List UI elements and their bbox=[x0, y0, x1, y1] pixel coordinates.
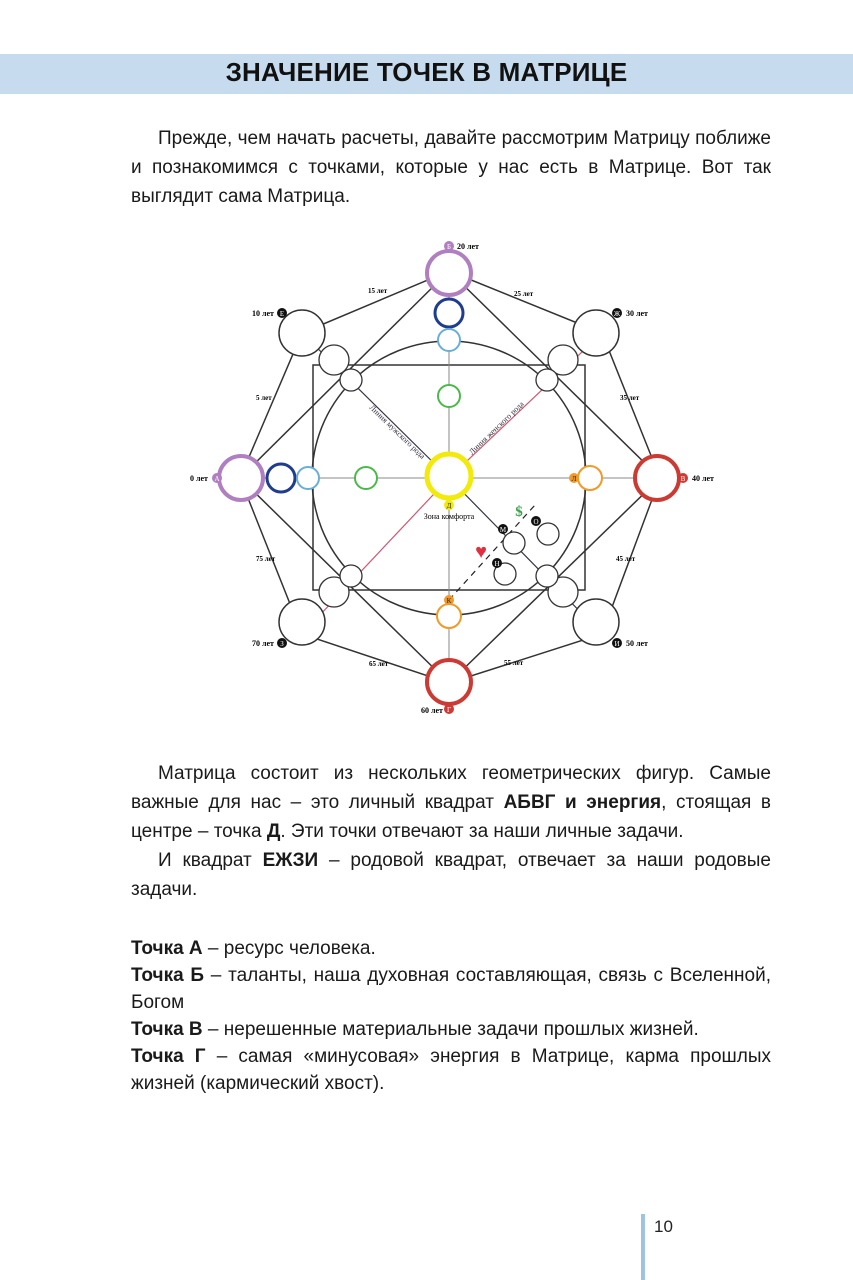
letter-k: К bbox=[446, 597, 452, 605]
matrix-diagram bbox=[185, 238, 725, 720]
point-v-circle bbox=[635, 456, 679, 500]
heart-icon: ♥ bbox=[475, 541, 487, 563]
page-number-bar bbox=[641, 1214, 645, 1280]
letter-n: Н bbox=[494, 560, 500, 568]
letter-l: Л bbox=[571, 475, 577, 483]
definition-point-v: Точка В – нерешенные материальные задачи прошлых жизней. bbox=[131, 1019, 699, 1040]
age-label-70: 70 лет bbox=[252, 639, 274, 648]
letter-a: А bbox=[214, 475, 220, 483]
page-title: ЗНАЧЕНИЕ ТОЧЕК В МАТРИЦЕ bbox=[225, 57, 628, 87]
corner-circle-zh bbox=[573, 310, 619, 356]
age-label-15: 15 лет bbox=[368, 287, 388, 295]
definition-point-b: Точка Б – таланты, наша духовная составляющая, связь с Вселенной, Богом bbox=[131, 965, 771, 1013]
inner-circle-7 bbox=[536, 565, 558, 587]
letter-e: Е bbox=[279, 310, 285, 318]
letter-v: В bbox=[680, 475, 686, 483]
age-label-60: 60 лет bbox=[421, 706, 443, 715]
letter-b: Б bbox=[446, 243, 452, 251]
points-definitions bbox=[131, 935, 771, 1097]
point-b-blue bbox=[438, 329, 460, 351]
page-number: 10 bbox=[654, 1217, 673, 1236]
point-g-circle bbox=[427, 660, 471, 704]
letter-z: З bbox=[280, 640, 284, 648]
age-label-0: 0 лет bbox=[190, 474, 208, 483]
point-a-blue bbox=[297, 467, 319, 489]
inner-circle-5 bbox=[340, 369, 362, 391]
point-a-green bbox=[355, 467, 377, 489]
age-label-75: 75 лет bbox=[256, 555, 276, 563]
age-label-5: 5 лет bbox=[256, 394, 272, 402]
definition-point-a: Точка А – ресурс человека. bbox=[131, 938, 376, 959]
point-b-navy bbox=[435, 299, 463, 327]
age-label-35: 35 лет bbox=[620, 394, 640, 402]
age-label-25: 25 лет bbox=[514, 290, 534, 298]
age-label-10: 10 лет bbox=[252, 309, 274, 318]
age-label-30: 30 лет bbox=[626, 309, 648, 318]
point-b-green bbox=[438, 385, 460, 407]
female-line-label: Линия женского рода bbox=[467, 399, 526, 457]
letter-m: М bbox=[499, 526, 507, 534]
point-d-circle bbox=[427, 454, 471, 498]
corner-circle-e bbox=[279, 310, 325, 356]
comfort-circle-1 bbox=[503, 532, 525, 554]
body-paragraph-2: И квадрат ЕЖЗИ – родовой квадрат, отвечает за наши родовые задачи. bbox=[131, 850, 771, 900]
male-line-label: Линия мужского рода bbox=[367, 402, 427, 461]
comfort-zone-label: Зона комфорта bbox=[423, 512, 475, 521]
body-paragraph-1: Матрица состоит из нескольких геометрических фигур. Самые важные для нас – это личный квадрат АБВГ и энергия, стоящая в центре – точка Д. Эти точки отвечают за наши личные задачи. bbox=[131, 763, 772, 842]
inner-circle-6 bbox=[536, 369, 558, 391]
age-label-55: 55 лет bbox=[504, 659, 524, 667]
age-label-40: 40 лет bbox=[692, 474, 714, 483]
dollar-icon: $ bbox=[515, 504, 523, 520]
point-a-navy bbox=[267, 464, 295, 492]
inner-circle-8 bbox=[340, 565, 362, 587]
corner-circle-z bbox=[279, 599, 325, 645]
letter-g: Г bbox=[446, 706, 452, 714]
letter-i: И bbox=[614, 640, 620, 648]
point-g-orange bbox=[437, 604, 461, 628]
age-label-45: 45 лет bbox=[616, 555, 636, 563]
age-label-65: 65 лет bbox=[369, 660, 389, 668]
intro-paragraph: Прежде, чем начать расчеты, давайте рассмотрим Матрицу поближе и познакомимся с точками, которые у нас есть в Матрице. Вот так выглядит сама Матрица. bbox=[131, 128, 771, 207]
point-v-orange bbox=[578, 466, 602, 490]
age-label-50: 50 лет bbox=[626, 639, 648, 648]
point-a-circle bbox=[219, 456, 263, 500]
letter-zh: Ж bbox=[613, 310, 621, 318]
age-label-20: 20 лет bbox=[457, 242, 479, 251]
point-b-circle bbox=[427, 251, 471, 295]
definition-point-g: Точка Г – самая «минусовая» энергия в Матрице, карма прошлых жизней (кармический хвост). bbox=[131, 1046, 772, 1094]
comfort-circle-2 bbox=[537, 523, 559, 545]
letter-d: Д bbox=[446, 502, 452, 510]
letter-o: О bbox=[533, 518, 539, 526]
corner-circle-i bbox=[573, 599, 619, 645]
